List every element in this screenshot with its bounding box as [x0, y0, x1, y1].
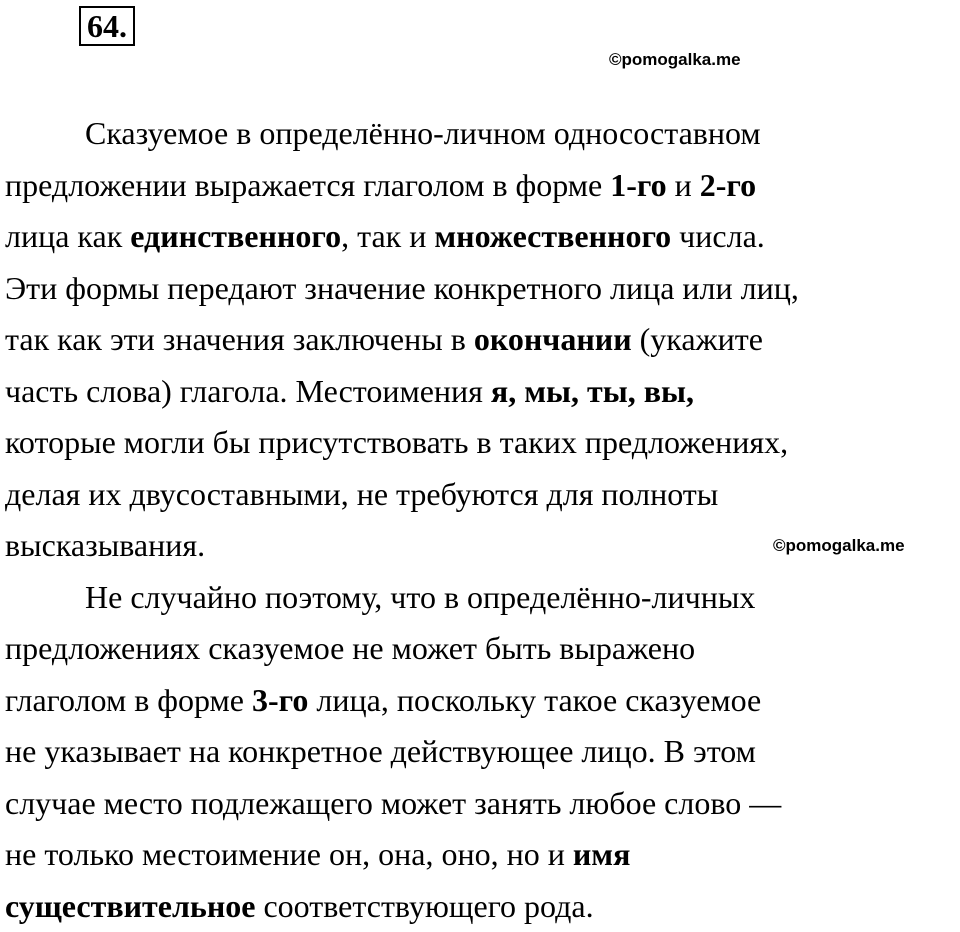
- watermark: ©pomogalka.me: [773, 536, 905, 556]
- bold-term: имя: [573, 836, 631, 872]
- text-span: лица, поскольку такое сказуемое: [308, 682, 761, 718]
- text-line: [5, 314, 955, 366]
- text-line: [5, 572, 955, 624]
- text-span: не только местоимение он, она, оно, но и: [5, 836, 573, 872]
- text-span: и: [667, 167, 700, 203]
- text-line: [5, 108, 955, 160]
- text-span: Эти формы передают значение конкретного лица или лиц,: [5, 270, 799, 306]
- text-span: делая их двусоставными, не требуются для полноты: [5, 476, 718, 512]
- text-span: числа.: [671, 218, 765, 254]
- bold-term: множественного: [434, 218, 671, 254]
- text-span: Сказуемое в определённо-личном односоставном: [85, 115, 761, 151]
- text-span: глаголом в форме: [5, 682, 252, 718]
- text-span: предложениях сказуемое не может быть выражено: [5, 630, 695, 666]
- exercise-text: [5, 108, 955, 932]
- text-span: которые могли бы присутствовать в таких предложениях,: [5, 424, 788, 460]
- text-line: [5, 160, 955, 212]
- text-span: высказывания.: [5, 527, 205, 563]
- text-line: [5, 881, 955, 932]
- text-line: [5, 726, 955, 778]
- bold-term: существительное: [5, 888, 255, 924]
- watermark: ©pomogalka.me: [609, 50, 741, 70]
- text-span: лица как: [5, 218, 130, 254]
- text-line: [5, 520, 955, 572]
- text-line: [5, 469, 955, 521]
- bold-term: 3-го: [252, 682, 308, 718]
- text-span: (укажите: [632, 321, 763, 357]
- task-number-box: [79, 6, 135, 46]
- text-span: так как эти значения заключены в: [5, 321, 474, 357]
- text-line: [5, 829, 955, 881]
- text-span: соответствующего рода.: [255, 888, 593, 924]
- bold-term: я, мы, ты, вы,: [491, 373, 694, 409]
- text-line: [5, 675, 955, 727]
- text-line: [5, 263, 955, 315]
- text-line: [5, 211, 955, 263]
- text-span: не указывает на конкретное действующее лицо. В этом: [5, 733, 756, 769]
- text-span: часть слова) глагола. Местоимения: [5, 373, 491, 409]
- text-span: случае место подлежащего может занять любое слово —: [5, 785, 781, 821]
- task-number: 64.: [87, 8, 127, 44]
- text-line: [5, 366, 955, 418]
- bold-term: 2-го: [700, 167, 756, 203]
- text-line: [5, 623, 955, 675]
- text-line: [5, 417, 955, 469]
- text-line: [5, 778, 955, 830]
- bold-term: единственного: [130, 218, 341, 254]
- text-span: предложении выражается глаголом в форме: [5, 167, 610, 203]
- text-span: , так и: [341, 218, 434, 254]
- text-span: Не случайно поэтому, что в определённо-личных: [85, 579, 755, 615]
- bold-term: окончании: [474, 321, 632, 357]
- bold-term: 1-го: [610, 167, 666, 203]
